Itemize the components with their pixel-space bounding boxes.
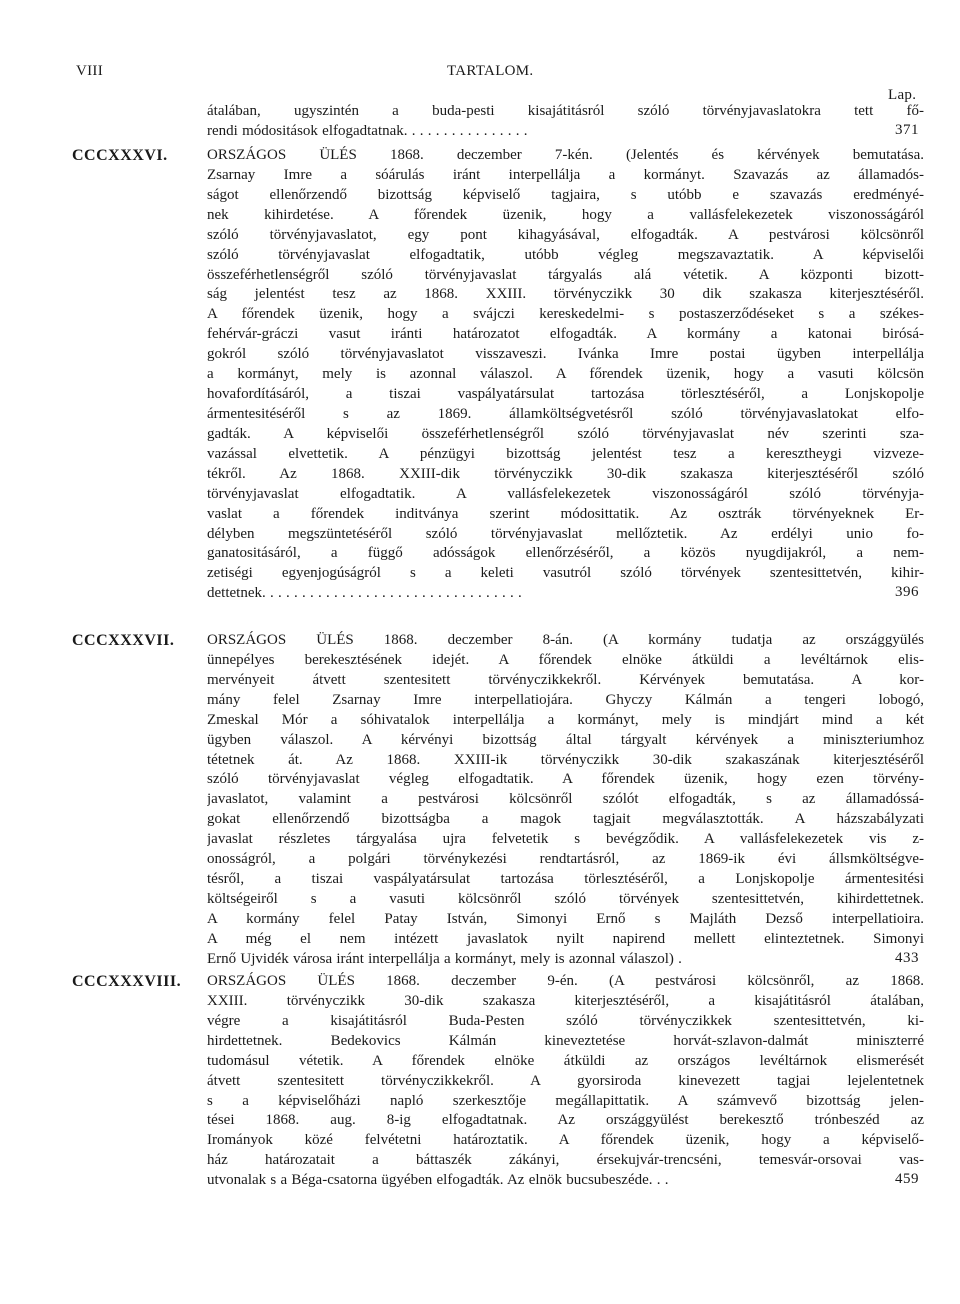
entry-line: hirdettetnek. Bedekovics Kálmán kineveztetése horvát-szlavon-dalmát miniszterré bbox=[207, 1032, 924, 1049]
entry-line: rendi módositások elfogadtatnak. . . . . . . . . . . . . . . . bbox=[207, 122, 528, 139]
entry-line: Zsarnay Imre a sóárulás iránt interpellálja a kormányt. Szavazás az államadós- bbox=[207, 166, 924, 183]
entry-text bbox=[207, 631, 924, 970]
entry-line: szóló törvényjavaslatot, egy pont kihagyásával, elfogadták. A pestvárosi kölcsönről bbox=[207, 226, 924, 243]
entry-line: ORSZÁGOS ÜLÉS 1868. deczember 8-án. (A kormány tudatja az országgyülés bbox=[207, 632, 924, 648]
entry-line: gadták. A képviselői összeférhetlenségről szóló törvényjavaslat név szerinti sza- bbox=[207, 425, 924, 442]
entry-line: ORSZÁGOS ÜLÉS 1868. deczember 9-én. (A pestvárosi kölcsönről, az 1868. bbox=[207, 973, 924, 989]
entry-text bbox=[207, 146, 924, 604]
page-reference: 459 bbox=[895, 1171, 919, 1188]
entry-line: Ernő Ujvidék városa iránt interpellálja a kormányt, mely is azonnal válaszol) . bbox=[207, 950, 682, 967]
page-reference: 371 bbox=[895, 121, 919, 138]
entry-line: XXIII. törvényczikk 30-dik szakasza kiterjesztéséről, a kisajátitásról átalában, bbox=[207, 992, 924, 1009]
entry-line: Zmeskal Mór a sóhivatalok interpellálja a kormányt, mely is mindjárt mind a két bbox=[207, 711, 924, 728]
entry-line: javaslat részletes tárgyalása ujra felvetetik s bevégződik. A vallásfelekezetek vis z- bbox=[207, 831, 924, 848]
entry-line: ságot ellenőrzendő bizottság képviselő tagjaira, s utóbb e szavazás eredményé- bbox=[207, 186, 924, 203]
entry-line: tétetnek át. Az 1868. XXIII-ik törvényczikk 30-dik szakaszának kiterjesztéséről bbox=[207, 751, 924, 768]
entry-line: átvett szentesitett törvényczikkekről. A gyorsiroda kinevezett tagjai lejelentetnek bbox=[207, 1072, 924, 1089]
entry-line: ünnepélyes berekesztésének idejét. A főrendek elnöke átküldi a levéltárnok elis- bbox=[207, 651, 924, 668]
entry-line: gokat ellenőrzendő bizottságba a magok tagjait megválasztották. A házszabályzati bbox=[207, 811, 924, 828]
entry-line: délyben megszüntetéséről szóló törvényjavaslat mellőztetik. Az erdélyi unio fo- bbox=[207, 525, 924, 542]
entry-line: onosságról, a polgári törvénykezési rendtartásról, az 1869-ik évi állsmköltségve- bbox=[207, 851, 924, 868]
entry-line: hovafordításáról, a tiszai vaspályatársulat tartozása törlesztéséről, a Lonjskopolje bbox=[207, 386, 924, 403]
entry-line: utvonalak s a Béga-csatorna ügyében elfogadták. Az elnök bucsubeszéde. . . bbox=[207, 1172, 669, 1189]
page-title: TARTALOM. bbox=[447, 63, 534, 79]
entry-line: törvényjavaslat elfogadtatik. A vallásfelekezetek viszonosságáról szóló törvényja- bbox=[207, 485, 924, 502]
entry-line: ORSZÁGOS ÜLÉS 1868. deczember 7-kén. (Jelentés és kérvények bemutatása. bbox=[207, 147, 924, 163]
entry-line: vazással elvettetik. A pénzügyi bizottság jelentést tesz a keresztheygi vizveze- bbox=[207, 445, 924, 462]
entry-line: A még el nem intézett javaslatok nyilt napirend mellett elinteztetnek. Simonyi bbox=[207, 930, 924, 947]
entry-line: végre a kisajátitásról Buda-Pesten szóló törvényczikkek szentesittetvén, ki- bbox=[207, 1012, 924, 1029]
entry-line: javaslatot, valamint a pestvárosi kölcsönről szólót elfogadták, s az államadóssá- bbox=[207, 791, 924, 808]
page-number: VIII bbox=[76, 63, 104, 79]
page-reference: 433 bbox=[895, 949, 919, 966]
entry-line: nek kihirdetése. A főrendek üzenik, hogy a vallásfelekezetek viszonosságáról bbox=[207, 206, 924, 223]
entry-line: tudomásul vétetik. A főrendek elnöke átküldi az országos levéltárnok elismerését bbox=[207, 1052, 924, 1069]
entry-line: költségeiről s a vasuti kölcsönről szóló törvények szentesittetvén, kihirdettetnek. bbox=[207, 890, 924, 907]
entry-line: szóló törvényjavaslat végleg elfogadtatik. A főrendek üzenik, hogy ezen törvény- bbox=[207, 771, 924, 788]
entry-number: CCCXXXVI. bbox=[72, 147, 168, 164]
entry-line: mervényeit átvett szentesitett törvényczikkekről. Kérvények bemutatása. A kor- bbox=[207, 671, 924, 688]
entry-line: összeférhetlenségről szóló törvényjavaslat tárgyalás alá vétetik. A központi bizott- bbox=[207, 266, 924, 283]
entry-line: átalában, ugyszintén a buda-pesti kisajátitásról szóló törvényjavaslatokra tett fő- bbox=[207, 103, 924, 119]
entry-text bbox=[207, 972, 924, 1191]
entry-line: ármentesitéséről s az 1869. államköltségvetésről szóló törvényjavaslatokat elfo- bbox=[207, 405, 924, 422]
entry-line: A főrendek üzenik, hogy a svájczi kereskedelmi- s postaszerződéseket s a székes- bbox=[207, 306, 924, 323]
entry-line: tékről. Az 1868. XXIII-dik törvényczikk 30-dik szakasza kiterjesztéséről szóló bbox=[207, 465, 924, 482]
entry-number: CCCXXXVII. bbox=[72, 632, 175, 649]
page-column-label: Lap. bbox=[888, 87, 917, 103]
entry-line: A kormány felel Patay István, Simonyi Ernő s Majláth Dezső interpellatioira. bbox=[207, 910, 924, 927]
entry-line: zetiségi egyenjogúságról s a keleti vasutról szóló törvények szentesittetvén, kihir- bbox=[207, 565, 924, 582]
entry-line: Irományok közé felvétetni határoztatik. A főrendek üzenik, hogy a képviselő- bbox=[207, 1132, 924, 1149]
entry-line: ganatositásáról, a függő adósságok ellenőrzéséről, a közös nyugdijakról, a nem- bbox=[207, 545, 924, 562]
entry-line: szóló törvényjavaslat elfogadtatik, utóbb végleg megszavaztatik. A képviselői bbox=[207, 246, 924, 263]
page-reference: 396 bbox=[895, 584, 919, 601]
entry-line: fehérvár-gráczi vasut iránti határozatot elfogadták. A kormány a katonai birósá- bbox=[207, 326, 924, 343]
entry-line: ügyben válaszol. A kérvényi bizottság által tárgyalt kérvények a miniszteriumhoz bbox=[207, 731, 924, 748]
entry-text bbox=[207, 102, 924, 142]
entry-line: gokról szóló törvényjavaslatot visszaveszi. Ivánka Imre postai ügyben interpellálja bbox=[207, 346, 924, 363]
entry-number: CCCXXXVIII. bbox=[72, 973, 182, 990]
entry-line: vaslat a főrendek inditványa szerint módosittatik. Az osztrák törvényeknek Er- bbox=[207, 505, 924, 522]
entry-line: s a képviselőházi napló szerkesztője megállapittatik. A számvevő bizottság jelen- bbox=[207, 1092, 924, 1109]
entry-line: tései 1868. aug. 8-ig elfogadtatnak. Az országgyülést berekesztő trónbeszéd az bbox=[207, 1112, 924, 1129]
entry-line: dettetnek. . . . . . . . . . . . . . . . . . . . . . . . . . . . . . . . . bbox=[207, 585, 522, 602]
entry-line: a kormányt, mely is azonnal válaszol. A főrendek üzenik, hogy a vasuti kölcsön bbox=[207, 366, 924, 383]
entry-line: tésről, a tiszai vaspályatársulat tartozása törlesztéséről, a Lonjskopolje ármentesitési bbox=[207, 871, 924, 888]
entry-line: ság jelentést tesz az 1868. XXIII. törvényczikk 30 dik szakasza kiterjesztéséről. bbox=[207, 286, 924, 303]
entry-line: ház határozatait a báttaszék zákányi, érsekujvár-trencséni, temesvár-orsovai vas- bbox=[207, 1152, 924, 1169]
entry-line: mány felel Zsarnay Imre interpellatiojára. Ghyczy Kálmán a tengeri lobogó, bbox=[207, 691, 924, 708]
